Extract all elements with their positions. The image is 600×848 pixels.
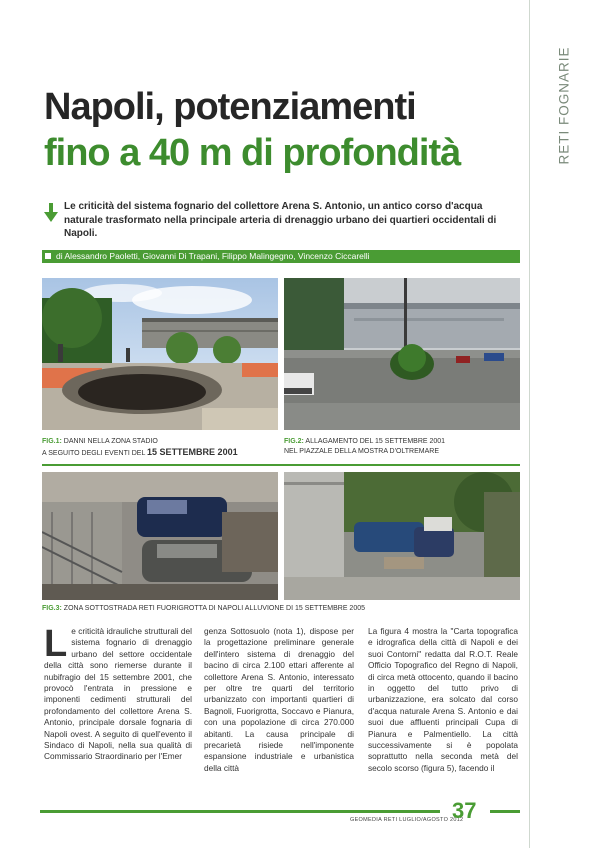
footer-rule bbox=[40, 810, 440, 813]
page-number: 37 bbox=[452, 798, 477, 823]
byline-marker bbox=[45, 253, 51, 259]
caption-fig3: FIG.3: ZONA SOTTOSTRADA RETI FUORIGROTTA DI NAPOLI ALLUVIONE DI 15 SETTEMBRE 2005 bbox=[42, 605, 365, 612]
body-column-1: Le criticità idrauliche strutturali del sistema fognario di drenaggio urbano del settore occidentale della città sono riemerse durante il nubifragio del 15 settembre 2001, che provocò l'entrata in pressione e imponenti cedimenti strutturali del profondamento del collettore Arena S. Antonio, principale dorsale fognaria di Napoli ovest. A seguito di quell'evento il Sindaco di Napoli, nella sua qualità di Commissario Straordinario per l'Emer bbox=[44, 623, 192, 762]
footer-rule-right bbox=[490, 810, 520, 813]
photo-stadium-sinkhole bbox=[42, 278, 278, 430]
journal-footer: GEOMEDIA RETI LUGLIO/AGOSTO 2012 bbox=[350, 817, 464, 823]
drop-cap: L bbox=[44, 623, 68, 665]
intro-paragraph: Le criticità del sistema fognario del collettore Arena S. Antonio, un antico corso d'acqua naturale trasformato nella principale arteria di drenaggio urbano dei quartieri occidentali di Napoli. bbox=[64, 201, 497, 239]
article-title-line2: fino a 40 m di profondità bbox=[44, 132, 461, 174]
photo-piled-cars bbox=[42, 472, 278, 600]
photo-flooded-square bbox=[284, 278, 520, 430]
photo-divider bbox=[42, 464, 520, 466]
caption-fig1: FIG.1: DANNI NELLA ZONA STADIO A SEGUITO DEGLI EVENTI DEL 15 SETTEMBRE 2001 bbox=[42, 438, 238, 457]
body-column-2: genza Sottosuolo (nota 1), dispose per la progettazione preliminare generale dell'intero sistema di drenaggio del bacino di circa 2.100 ettari afferente al collettore Arena S. Antonio, interessato per oltre tre quarti del territorio urbanizzato con importanti quartieri di Bagnoli, Fuorigrotta, Soccavo e Pianura, con una popolazione di circa 270.000 abitanti. La causa principale di precarietà risiede nell'imponente espansione industriale e urbanistica della città bbox=[204, 626, 354, 773]
byline: di Alessandro Paoletti, Giovanni Di Trapani, Filippo Malingegno, Vincenzo Ciccarelli bbox=[56, 251, 370, 261]
caption-fig2: FIG.2: ALLAGAMENTO DEL 15 SETTEMBRE 2001 NEL PIAZZALE DELLA MOSTRA D'OLTREMARE bbox=[284, 438, 446, 455]
arrow-down-icon bbox=[44, 203, 58, 223]
photo-cars-in-ditch bbox=[284, 472, 520, 600]
article-title-line1: Napoli, potenziamenti bbox=[44, 86, 416, 128]
section-label: RETI FOGNARIE bbox=[556, 45, 572, 165]
body-column-3: La figura 4 mostra la "Carta topografica e idrografica della città di Napoli e dei suoi Contorni" redatta dal R.O.T. Reale Officio Topografico del Regno di Napoli, di circa metà ottocento, quando il bacino in oggetto del tutto privo di urbanizzazione, era solcato dal corso d'acqua naturale Arena S. Antonio e dai suoi due affluenti principali Cupa di Pianura e Palmentiello. La città successivamente si è popolata soprattutto nella seconda metà del secolo scorso (figura 5), facendo il bbox=[368, 626, 518, 773]
